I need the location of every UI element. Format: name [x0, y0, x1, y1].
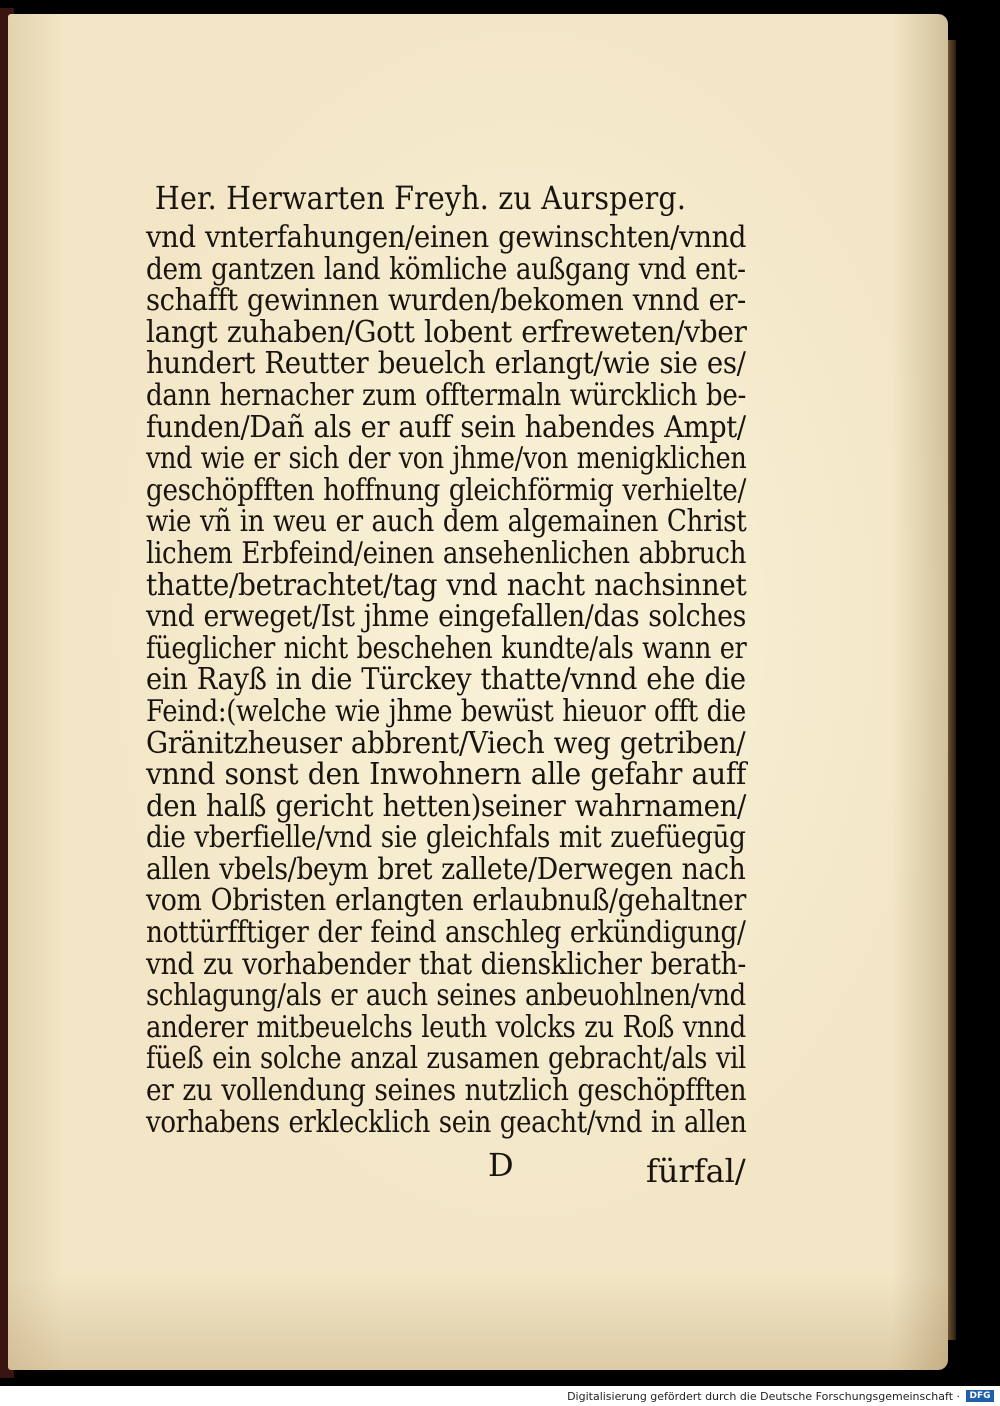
text-line: vnnd sonst den Inwohnern alle gefahr auff [146, 757, 747, 793]
page-footer [146, 1146, 746, 1190]
text-line: Feind:(welche wie jhme bewüst hieuor offt die [146, 693, 746, 729]
text-line: ein Rayß in die Türckey thatte/vnnd ehe die [146, 662, 746, 698]
text-line: vom Obristen erlangten erlaubnuß/gehaltner [146, 883, 746, 919]
dfg-logo: DFG [966, 1390, 994, 1402]
text-line: schlagung/als er auch seines anbeuohlnen/vnd [146, 978, 746, 1014]
text-line: hundert Reutter beuelch erlangt/wie sie es/ [146, 346, 746, 382]
text-line: lichem Erbfeind/einen ansehenlichen abbruch [146, 535, 747, 571]
text-line: thatte/betrachtet/tag vnd nacht nachsinnet [146, 567, 747, 603]
text-line: schafft gewinnen wurden/bekomen vnnd er- [146, 283, 746, 319]
text-line: dem gantzen land kömliche außgang vnd ent- [146, 251, 746, 287]
text-line: die vberfielle/vnd sie gleichfals mit zuefüegūg [146, 820, 746, 856]
text-line: vnd wie er sich der von jhme/von menigklichen [146, 441, 747, 477]
text-line: füeglicher nicht beschehen kundte/als wann er [146, 630, 747, 666]
funding-credit: Digitalisierung gefördert durch die Deutsche Forschungsgemeinschaft · [567, 1390, 960, 1403]
text-line: langt zuhaben/Gott lobent erfreweten/vber [146, 314, 747, 350]
text-line: funden/Dañ als er auff sein habendes Ampt/ [146, 409, 746, 445]
digitization-footer [0, 1386, 1000, 1406]
text-line: wie vñ in weu er auch dem algemainen Christ [146, 504, 747, 540]
page-text [146, 174, 786, 1138]
body-text [146, 222, 786, 1138]
text-line: füeß ein solche anzal zusamen gebracht/als vil [146, 1041, 746, 1077]
catchword: fürfal/ [646, 1152, 746, 1190]
text-line: anderer mitbeuelchs leuth volcks zu Roß vnnd [146, 1009, 746, 1045]
running-header: Her. Herwarten Freyh. zu Aursperg. [154, 179, 687, 217]
text-line: vnd erweget/Ist jhme eingefallen/das solches [146, 599, 746, 635]
text-line: vnd vnterfahungen/einen gewinschten/vnnd [146, 220, 747, 255]
book-page [8, 14, 948, 1370]
text-line: dann hernacher zum offtermaln würcklich be- [146, 377, 746, 413]
text-line: geschöpfften hoffnung gleichförmig verhielte/ [146, 472, 746, 508]
text-line: den halß gericht hetten)seiner wahrnamen/ [146, 788, 746, 824]
text-line: vorhabens erklecklich sein geacht/vnd in allen [146, 1104, 747, 1140]
signature-mark: D [488, 1146, 514, 1184]
text-line: er zu vollendung seines nutzlich geschöpfften [146, 1073, 747, 1109]
text-line: allen vbels/beym bret zallete/Derwegen nach [146, 851, 746, 887]
text-line: vnd zu vorhabender that diensklicher berath- [146, 946, 746, 982]
text-line: nottürfftiger der feind anschleg erkündigung/ [146, 915, 746, 951]
text-line: Gränitzheuser abbrent/Viech weg getriben/ [146, 725, 746, 761]
